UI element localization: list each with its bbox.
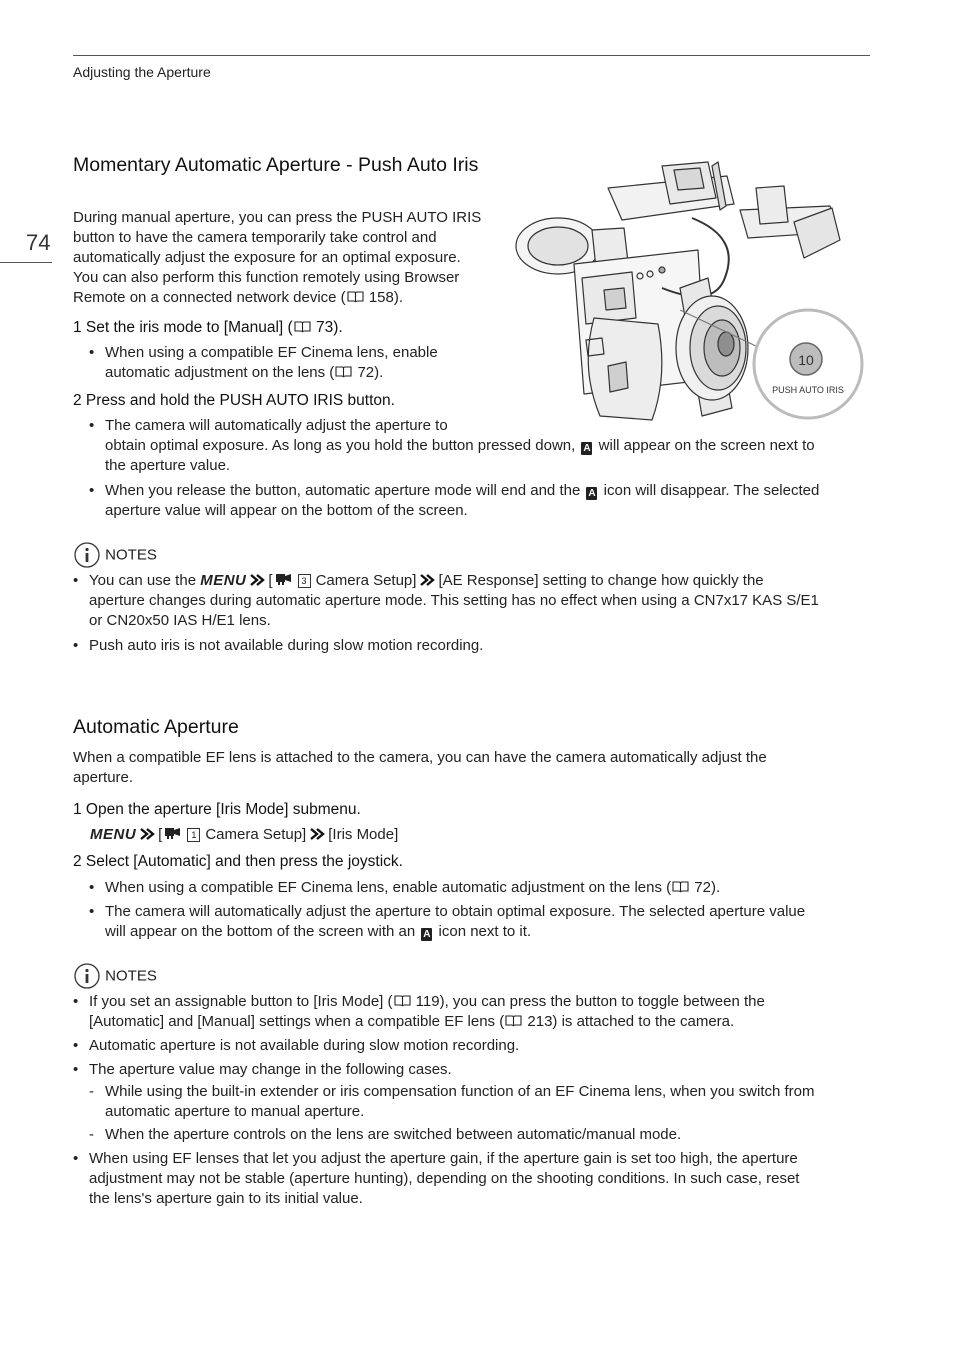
auto-aperture-icon: A <box>423 929 431 940</box>
s2-step1: 1 Open the aperture [Iris Mode] submenu. <box>73 801 361 818</box>
book-icon <box>347 291 364 303</box>
book-icon <box>672 881 689 893</box>
book-icon <box>335 366 352 378</box>
notes-heading-2: NOTES <box>73 962 157 990</box>
menu-word: MENU <box>90 826 137 843</box>
page-number: 74 <box>26 230 51 255</box>
book-icon <box>294 321 311 333</box>
s1-step2: 2 Press and hold the PUSH AUTO IRIS button. <box>73 392 395 409</box>
s2-step2-bullet2: • The camera will automatically adjust the aperture to obtain optimal exposure. The selected aperture value will appear on the bottom of the screen with an A icon next to it. <box>89 903 806 940</box>
section-title-push-auto-iris: Momentary Automatic Aperture - Push Auto Iris <box>73 154 479 176</box>
running-header: Adjusting the Aperture <box>73 64 211 80</box>
s2-note3-dash1: - While using the built-in extender or iris compensation function of an EF Cinema lens, when you switch from automatic aperture to manual aperture. <box>89 1083 815 1120</box>
s2-note3-dash2: - When the aperture controls on the lens are switched between automatic/manual mode. <box>89 1126 682 1143</box>
s2-note1: • If you set an assignable button to [Iris Mode] ( 119), you can press the button to toggle between the [Automatic] and [Manual] settings when a compatible EF lens ( 213) is attached to the camera. <box>73 993 765 1030</box>
s1-step1-bullet: • When using a compatible EF Cinema lens, enable automatic adjustment on the lens ( 72). <box>89 344 438 381</box>
chevron-double-icon <box>309 827 325 841</box>
s2-step2: 2 Select [Automatic] and then press the joystick. <box>73 853 403 870</box>
camera-illustration <box>512 158 864 426</box>
s2-note2: • Automatic aperture is not available during slow motion recording. <box>73 1037 520 1054</box>
page-number-rule <box>0 262 52 263</box>
callout-number: 10 <box>798 352 814 368</box>
s2-note4: • When using EF lenses that let you adjust the aperture gain, if the aperture gain is set too high, the aperture adjustment may not be stable (aperture hunting), depending on the shooting conditions. In such case, reset the lens's aperture gain to its initial value. <box>73 1150 800 1207</box>
s1-note2: • Push auto iris is not available during slow motion recording. <box>73 637 484 654</box>
menu-word: MENU <box>200 572 247 589</box>
s1-step2-bullet2: • When you release the button, automatic aperture mode will end and the A icon will disappear. The selected aperture value will appear on the bottom of the screen. <box>89 482 820 519</box>
section1-intro: During manual aperture, you can press the PUSH AUTO IRIS button to have the camera temporarily take control and automatically adjust the exposure for an optimal exposure. You can also perform this function remotely using Browser Remote on a connected network device ( 158). <box>73 209 482 306</box>
callout-label: PUSH AUTO IRIS <box>772 385 844 395</box>
chevron-double-icon <box>139 827 155 841</box>
camera-setup-icon <box>273 573 293 586</box>
section2-intro: When a compatible EF lens is attached to the camera, you can have the camera automatically adjust the aperture. <box>73 749 767 786</box>
header-rule <box>73 55 870 56</box>
chevron-double-icon <box>249 573 265 587</box>
section-title-automatic-aperture: Automatic Aperture <box>73 716 239 738</box>
s1-step2-bullet1: • The camera will automatically adjust the aperture to obtain optimal exposure. As long as you hold the button pressed down, A will appear on the screen next to the aperture value. <box>89 417 815 474</box>
book-icon <box>505 1015 522 1027</box>
menu-tab-number: 1 <box>187 828 200 842</box>
notes-heading-1: NOTES <box>73 541 157 569</box>
info-icon <box>73 962 101 990</box>
s1-note1: • You can use the MENU [ 3 Camera Setup] [AE Response] setting to change how quickly the aperture changes during automatic aperture mode. This setting has no effect when using a CN7x17 KAS S/E1 or CN20x50 IAS H/E1 lens. <box>73 572 819 629</box>
s1-step1: 1 Set the iris mode to [Manual] ( 73). <box>73 319 343 336</box>
info-icon <box>73 541 101 569</box>
book-icon <box>394 995 411 1007</box>
s2-step2-bullet1: • When using a compatible EF Cinema lens, enable automatic adjustment on the lens ( 72). <box>89 879 721 896</box>
camera-setup-icon <box>162 827 182 840</box>
s2-menu-path: MENU [ 1 Camera Setup] [Iris Mode] <box>90 826 399 843</box>
chevron-double-icon <box>419 573 435 587</box>
auto-aperture-icon: A <box>583 443 591 454</box>
auto-aperture-icon: A <box>588 488 596 499</box>
s2-note3: • The aperture value may change in the following cases. <box>73 1061 452 1078</box>
menu-tab-number: 3 <box>298 574 311 588</box>
